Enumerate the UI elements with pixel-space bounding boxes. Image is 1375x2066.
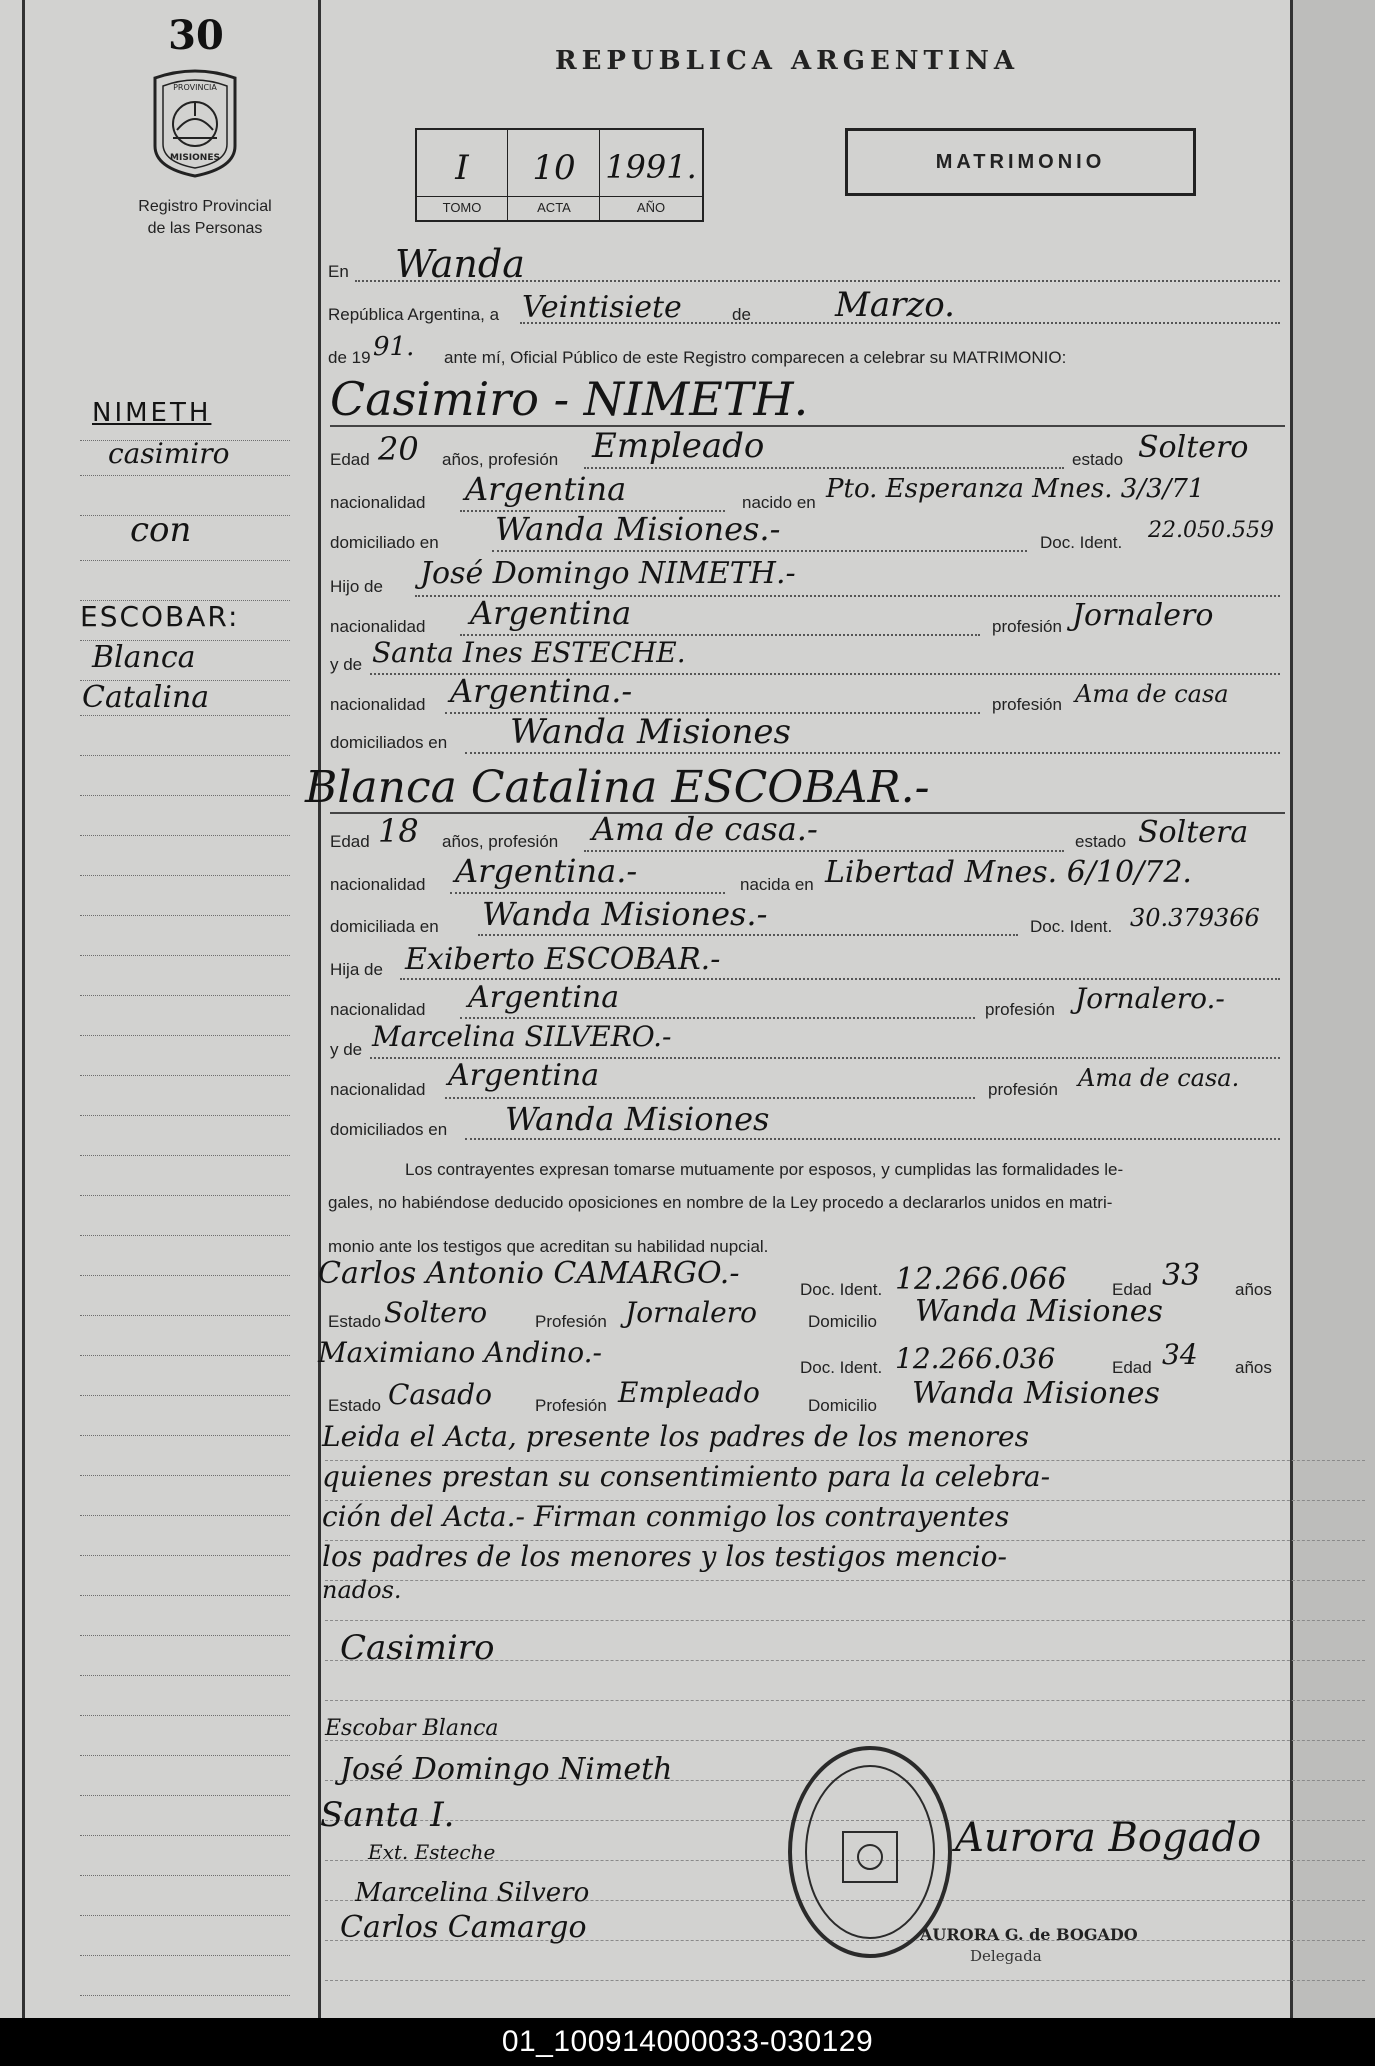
anio-label: AÑO <box>636 200 666 215</box>
registry-label <box>100 196 310 240</box>
groom-edad-label: Edad <box>330 450 370 469</box>
tomo-label: TOMO <box>442 200 482 215</box>
registry-line2: de las Personas <box>147 220 263 237</box>
intro-month: Marzo. <box>835 285 955 325</box>
mother-signature: Santa I. <box>320 1795 455 1835</box>
bride-signature: Escobar Blanca <box>325 1716 499 1741</box>
margin-connector: con <box>130 510 192 550</box>
note-line4: los padres de los menores y los testigos mencio- <box>322 1540 1007 1573</box>
witness1-age: 33 <box>1162 1258 1201 1293</box>
groom-father-prof: Jornalero <box>1072 598 1214 633</box>
witness1-doc: 12.266.066 <box>895 1262 1067 1297</box>
declaration-line3: monio ante los testigos que acreditan su habilidad nupcial. <box>328 1237 769 1256</box>
bride-mother: Marcelina SILVERO.- <box>372 1020 672 1053</box>
note-line3: ción del Acta.- Firman conmigo los contrayentes <box>322 1500 1010 1533</box>
groom-mother: Santa Ines ESTECHE. <box>372 636 686 669</box>
record-number-box <box>415 128 704 222</box>
bride-domicile: Wanda Misiones.- <box>482 895 768 933</box>
bride-hija-label: Hija de <box>330 960 383 979</box>
groom-mother-nat: Argentina.- <box>450 672 633 710</box>
bride-estado-label: estado <box>1075 832 1127 851</box>
year-suffix: 91. <box>373 332 415 362</box>
official-name: AURORA G. de BOGADO <box>920 1925 1138 1944</box>
bride-father-prof-label: profesión <box>985 1000 1055 1019</box>
bride-estado: Soltera <box>1138 815 1249 850</box>
bride-father: Exiberto ESCOBAR.- <box>405 942 721 977</box>
column-divider <box>318 0 321 2018</box>
signature-line3: Ext. Esteche <box>368 1840 496 1864</box>
witness2-estado-label: Estado <box>328 1396 381 1415</box>
witness2-doc: 12.266.036 <box>895 1342 1056 1375</box>
groom-dom-label: domiciliado en <box>330 533 439 552</box>
seal-text-bottom: MISIONES <box>170 153 220 163</box>
groom-hijo-label: Hijo de <box>330 577 383 596</box>
witness1-estado: Soltero <box>384 1296 488 1329</box>
groom-born-label: nacido en <box>742 493 816 512</box>
official-signature: Aurora Bogado <box>955 1815 1262 1861</box>
groom-domicile: Wanda Misiones.- <box>495 510 781 548</box>
bride-mother-prof: Ama de casa. <box>1078 1064 1240 1092</box>
witness2-profession: Empleado <box>618 1376 760 1409</box>
anio-cell <box>601 130 701 220</box>
bride-name: Blanca Catalina ESCOBAR.- <box>305 762 930 813</box>
witness2-age: 34 <box>1162 1338 1198 1371</box>
groom-father-nat: Argentina <box>470 594 632 632</box>
witness2-doc-label: Doc. Ident. <box>800 1358 883 1377</box>
groom-signature: Casimiro <box>340 1628 495 1668</box>
provincial-seal <box>145 68 245 180</box>
groom-mother-nat-label: nacionalidad <box>330 695 426 714</box>
seal-text-top: PROVINCIA <box>173 83 217 92</box>
margin-bride-name2: Catalina <box>82 680 210 715</box>
groom-birth: Pto. Esperanza Mnes. 3/3/71 <box>826 474 1205 504</box>
bride-parents-dom: Wanda Misiones <box>505 1100 770 1138</box>
groom-age: 20 <box>378 430 419 468</box>
witness2-domicile: Wanda Misiones <box>912 1376 1160 1411</box>
witness1-doc-label: Doc. Ident. <box>800 1280 883 1299</box>
father-signature: José Domingo Nimeth <box>340 1752 673 1787</box>
groom-name: Casimiro - NIMETH. <box>330 372 809 426</box>
witness2-name: Maximiano Andino.- <box>318 1336 602 1369</box>
groom-nationality: Argentina <box>465 470 627 508</box>
page-edge <box>1292 0 1375 2018</box>
note-line5: nados. <box>322 1576 402 1604</box>
witness2-dom-label: Domicilio <box>808 1396 877 1415</box>
acta-label: ACTA <box>537 200 571 215</box>
groom-yde-label: y de <box>330 655 363 674</box>
witness2-edad-label: Edad <box>1112 1358 1152 1377</box>
intro-day: Veintisiete <box>522 290 682 325</box>
witness1-estado-label: Estado <box>328 1312 381 1331</box>
bride-mother-prof-label: profesión <box>988 1080 1058 1099</box>
groom-nac-label: nacionalidad <box>330 493 426 512</box>
witness2-prof-label: Profesión <box>535 1396 607 1415</box>
declaration-line1: Los contrayentes expresan tomarse mutuamente por esposos, y cumplidas las formalidades le- <box>405 1160 1124 1179</box>
groom-father-nat-label: nacionalidad <box>330 617 426 636</box>
right-border <box>1290 0 1293 2018</box>
margin-bride-surname: ESCOBAR: <box>80 600 240 633</box>
groom-parents-dom-label: domiciliados en <box>330 733 448 752</box>
groom-father-prof-label: profesión <box>992 617 1062 636</box>
witness1-dom-label: Domicilio <box>808 1312 877 1331</box>
witness1-domicile: Wanda Misiones <box>915 1294 1163 1329</box>
bride-father-nat-label: nacionalidad <box>330 1000 426 1019</box>
bride-doc: 30.379366 <box>1130 904 1260 932</box>
bride-nac-label: nacionalidad <box>330 875 426 894</box>
country-title: REPUBLICA ARGENTINA <box>555 46 1020 76</box>
tomo-cell <box>417 130 508 220</box>
bride-dom-label: domiciliada en <box>330 917 439 936</box>
intro-place: Wanda <box>395 242 525 286</box>
bride-mother-nat-label: nacionalidad <box>330 1080 426 1099</box>
groom-parents-dom: Wanda Misiones <box>510 712 791 752</box>
en-label: En <box>328 262 349 281</box>
margin-groom-name: casimiro <box>108 437 230 470</box>
record-type: MATRIMONIO <box>845 128 1196 196</box>
witness2-anos-label: años <box>1235 1358 1272 1377</box>
witness1-edad-label: Edad <box>1112 1280 1152 1299</box>
witness1-anos-label: años <box>1235 1280 1272 1299</box>
anio-value: 1991. <box>605 148 697 186</box>
margin-groom-surname: NIMETH <box>92 398 212 428</box>
signature-line4: Marcelina Silvero <box>355 1878 590 1908</box>
appear-text: ante mí, Oficial Público de este Registro comparecen a celebrar su MATRIMONIO: <box>444 348 1067 367</box>
bride-anos-prof-label: años, profesión <box>442 832 559 851</box>
image-code-footer: 01_100914000033-030129 <box>0 2018 1375 2066</box>
left-border <box>22 0 25 2018</box>
registry-line1: Registro Provincial <box>138 198 272 215</box>
witness1-profession: Jornalero <box>625 1296 757 1329</box>
groom-mother-prof-label: profesión <box>992 695 1062 714</box>
note-line1: Leida el Acta, presente los padres de los menores <box>322 1420 1029 1453</box>
groom-doc: 22.050.559 <box>1148 518 1274 543</box>
margin-bride-name1: Blanca <box>92 640 196 675</box>
intro-de-label: de <box>732 305 751 324</box>
declaration-line2: gales, no habiéndose deducido oposiciones en nombre de la Ley procedo a declararlos unidos en matri- <box>328 1193 1113 1212</box>
republic-label: República Argentina, a <box>328 305 500 324</box>
bride-doc-label: Doc. Ident. <box>1030 917 1113 936</box>
groom-doc-label: Doc. Ident. <box>1040 533 1123 552</box>
bride-yde-label: y de <box>330 1040 363 1059</box>
bride-parents-dom-label: domiciliados en <box>330 1120 448 1139</box>
witness2-estado: Casado <box>388 1378 492 1411</box>
book-number: 30 <box>168 12 224 59</box>
bride-mother-nat: Argentina <box>448 1058 600 1093</box>
witness1-name: Carlos Antonio CAMARGO.- <box>318 1256 740 1291</box>
year-prefix: de 19 <box>328 348 371 367</box>
groom-estado: Soltero <box>1138 430 1249 465</box>
bride-birth: Libertad Mnes. 6/10/72. <box>825 855 1192 890</box>
groom-father: José Domingo NIMETH.- <box>420 556 796 591</box>
groom-estado-label: estado <box>1072 450 1124 469</box>
groom-profession: Empleado <box>592 426 765 466</box>
bride-profession: Ama de casa.- <box>592 810 818 848</box>
bride-father-prof: Jornalero.- <box>1075 982 1225 1015</box>
acta-value: 10 <box>532 148 576 188</box>
groom-mother-prof: Ama de casa <box>1075 680 1229 708</box>
note-line2: quienes prestan su consentimiento para la celebra- <box>322 1460 1051 1493</box>
bride-father-nat: Argentina <box>468 980 620 1015</box>
bride-age: 18 <box>378 812 419 850</box>
bride-nationality: Argentina.- <box>455 852 638 890</box>
tomo-value: I <box>455 148 469 188</box>
signature-line5: Carlos Camargo <box>340 1910 587 1945</box>
witness1-prof-label: Profesión <box>535 1312 607 1331</box>
bride-edad-label: Edad <box>330 832 370 851</box>
bride-born-label: nacida en <box>740 875 814 894</box>
groom-anos-prof-label: años, profesión <box>442 450 559 469</box>
official-title: Delegada <box>970 1947 1042 1965</box>
acta-cell <box>509 130 600 220</box>
